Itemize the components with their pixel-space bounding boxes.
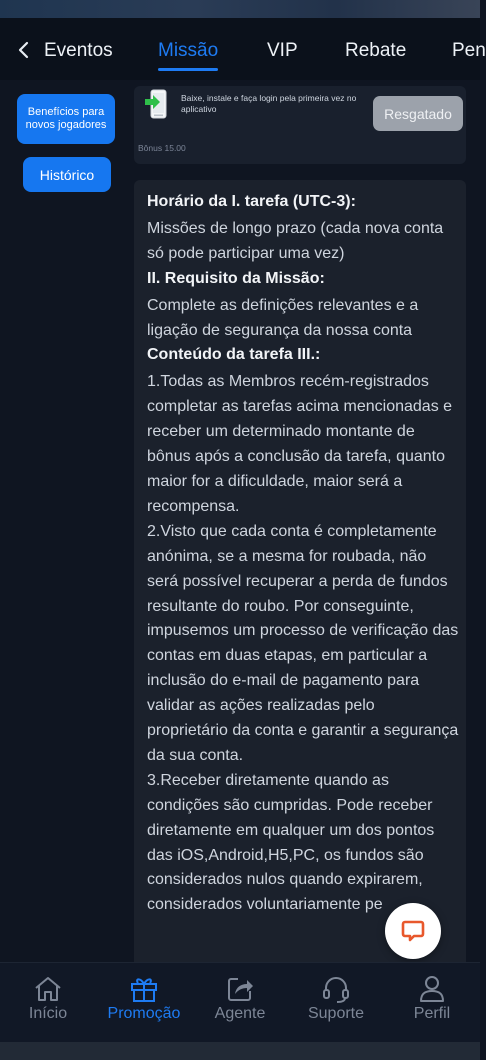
task-description: Baixe, instale e faça login pela primeira vez no aplicativo bbox=[181, 93, 357, 114]
bottom-nav-label-agente: Agente bbox=[214, 1005, 266, 1022]
user-icon bbox=[416, 973, 448, 1005]
back-arrow-icon[interactable] bbox=[14, 38, 34, 62]
bottom-nav-promocao[interactable] bbox=[99, 963, 189, 1043]
bottom-nav-label-inicio: Início bbox=[28, 1005, 68, 1022]
resgatado-button[interactable]: Resgatado bbox=[373, 96, 463, 131]
tab-vip[interactable]: VIP bbox=[267, 40, 298, 61]
rules-heading-3: Conteúdo da tarefa III.: bbox=[147, 346, 321, 364]
home-icon bbox=[32, 973, 64, 1005]
status-bar bbox=[0, 0, 480, 18]
tab-rebate[interactable]: Rebate bbox=[345, 40, 407, 61]
gift-icon bbox=[128, 973, 160, 1005]
tab-eventos[interactable]: Eventos bbox=[44, 40, 113, 61]
bottom-nav-inicio[interactable] bbox=[3, 963, 93, 1043]
bonus-line bbox=[138, 143, 186, 153]
rules-text-5: 3.Receber diretamente quando as condições são cumpridas. Pode receber diretamente em qualquer um dos pontos das iOS,Android,H5,PC, os fundos são considerados nulos quando expirarem, considerados voluntariamente pe bbox=[147, 771, 435, 914]
bottom-nav-agente[interactable] bbox=[195, 963, 285, 1043]
headset-icon bbox=[320, 973, 352, 1005]
rules-text-4: 2.Visto que cada conta é completamente anónima, se a mesma for roubada, não será possível recuperar a perda de fundos resultante do roubo. Por conseguinte, impusemos um processo de verificação das contas em duas etapas, em particular a inclusão do e-mail de pagamento para validar as ações realizadas pelo proprietário da conta e garantir a segurança da sua conta. bbox=[147, 522, 459, 764]
rules-text-2: Complete as definições relevantes e a ligação de segurança da nossa conta bbox=[147, 296, 419, 339]
rules-heading-1: Horário da I. tarefa (UTC-3): bbox=[147, 193, 356, 210]
top-nav bbox=[0, 18, 486, 80]
bonus-label: Bônus bbox=[138, 143, 163, 153]
share-icon bbox=[224, 973, 256, 1005]
rules-text-3: 1.Todas as Membros recém-registrados completar as tarefas acima mencionadas e receber um determinado montante de bônus após a conclusão da tarefa, quanto maior for a dificuldade, maior será a recompensa. bbox=[147, 373, 453, 515]
rules-panel[interactable] bbox=[134, 180, 466, 970]
chat-bubble-icon bbox=[401, 919, 425, 943]
bottom-nav-perfil[interactable] bbox=[387, 963, 477, 1043]
bottom-nav-label-promocao: Promoção bbox=[107, 1005, 181, 1022]
bottom-nav-label-suporte: Suporte bbox=[307, 1005, 365, 1022]
bonus-value: 15.00 bbox=[164, 143, 186, 153]
system-home-bar bbox=[0, 1042, 480, 1060]
chat-button[interactable] bbox=[385, 903, 441, 959]
bottom-nav-suporte[interactable] bbox=[291, 963, 381, 1043]
bottom-nav-label-perfil: Perfil bbox=[413, 1005, 451, 1022]
sidebar-item-beneficios[interactable]: Benefícios para novos jogadores bbox=[17, 94, 115, 144]
bottom-nav bbox=[0, 962, 480, 1043]
active-tab-indicator bbox=[158, 68, 218, 71]
rules-text-1: Missões de longo prazo (cada nova conta só pode participar uma vez) bbox=[147, 219, 444, 262]
tab-missao[interactable]: Missão bbox=[158, 40, 219, 61]
sidebar-item-historico[interactable]: Histórico bbox=[23, 157, 111, 192]
download-app-icon bbox=[144, 89, 170, 119]
rules-heading-2: II. Requisito da Missão: bbox=[147, 269, 325, 287]
tab-pen[interactable]: Pen bbox=[452, 40, 486, 61]
task-card bbox=[134, 86, 466, 164]
